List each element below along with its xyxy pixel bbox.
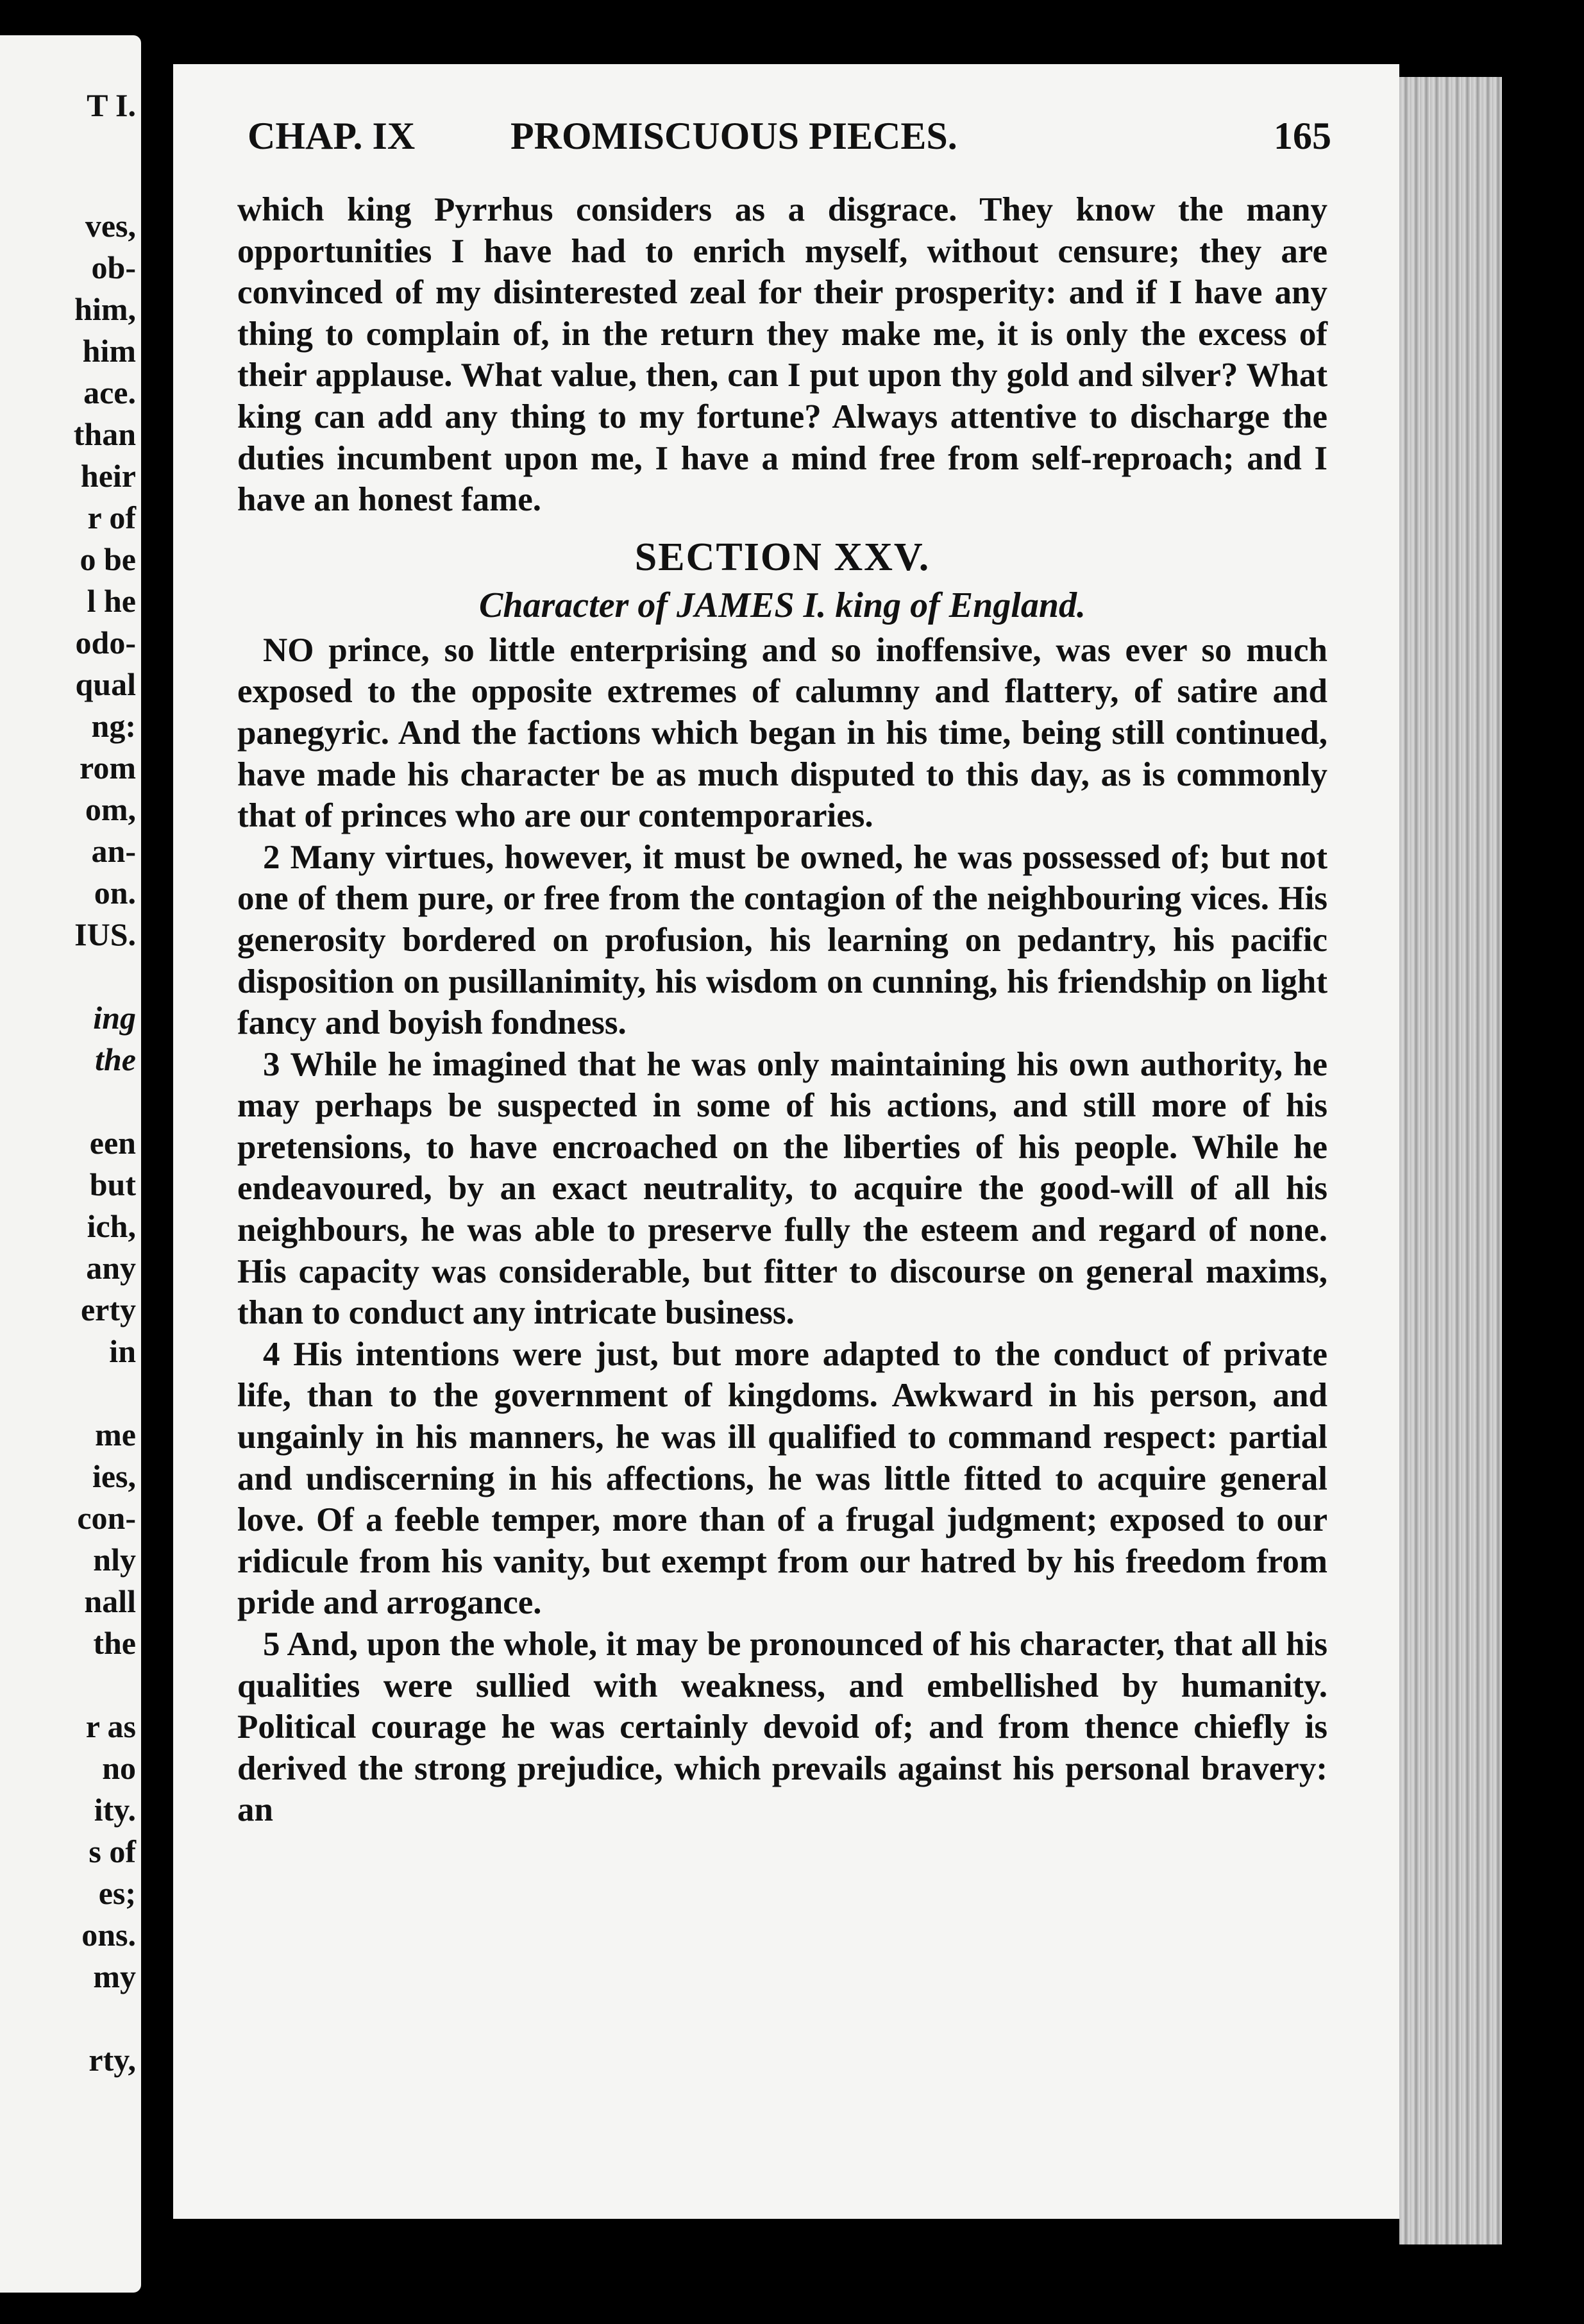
left-line: nall bbox=[84, 1583, 136, 1619]
running-header bbox=[248, 114, 1331, 172]
left-line: qual bbox=[75, 666, 136, 702]
left-line: l he bbox=[87, 583, 136, 619]
paragraph: 3 While he imagined that he was only maintaining his own authority, he may perhaps be suspected in some of his actions, and still more of his pretensions, to have encroached on the liberties of his people. While he endeavoured, by an exact neutrality, to acquire the good-will of all his neighbours, he was able to preserve fully the esteem and regard of none. His capacity was considerable, but fitter to discourse on general maxims, than to conduct any intricate business. bbox=[237, 1045, 1327, 1332]
left-line: ace. bbox=[83, 375, 136, 410]
left-line: r of bbox=[87, 500, 136, 535]
left-line: erty bbox=[80, 1292, 136, 1327]
left-line: ob- bbox=[91, 249, 136, 285]
left-line: the bbox=[93, 1625, 136, 1661]
left-page-fragment bbox=[0, 35, 141, 2293]
book-page bbox=[173, 64, 1399, 2219]
left-line: ng: bbox=[91, 708, 136, 744]
left-line: him, bbox=[74, 291, 136, 327]
left-line: any bbox=[86, 1250, 136, 1286]
section-subtitle: Character of JAMES I. king of England. bbox=[479, 585, 1086, 625]
left-line: odo- bbox=[75, 625, 136, 661]
left-line: rom bbox=[80, 750, 136, 786]
left-line: him bbox=[82, 333, 136, 369]
left-line: nly bbox=[93, 1542, 136, 1578]
left-line: s of bbox=[88, 1833, 136, 1869]
left-line: in bbox=[109, 1333, 136, 1369]
page-number: 165 bbox=[1274, 115, 1331, 157]
paragraph: 5 And, upon the whole, it may be pronounced of his character, that all his qualities were sullied with weakness, and embellished by humanity. Political courage he was certainly devoid of; and from thence chiefly is derived the strong prejudice, which prevails against his personal bravery: an bbox=[237, 1626, 1327, 1829]
left-line: T I. bbox=[87, 87, 136, 123]
left-line: een bbox=[89, 1125, 136, 1161]
left-line: ing bbox=[93, 1000, 136, 1036]
left-line: rty, bbox=[88, 2042, 136, 2078]
left-line: heir bbox=[80, 458, 136, 494]
paragraph: NO prince, so little enterprising and so inoffensive, was ever so much exposed to the opposite extremes of calumny and flattery, of satire and panegyric. And the factions which began in his time, being still continued, have made his character be as much disputed to this day, as is commonly that of princes who are our contemporaries. bbox=[237, 631, 1327, 835]
left-line: r as bbox=[85, 1708, 136, 1744]
page-body bbox=[237, 189, 1327, 1831]
left-line: the bbox=[95, 1041, 136, 1077]
left-line: ity. bbox=[94, 1792, 136, 1828]
page-edges bbox=[1399, 77, 1502, 2244]
left-line: con- bbox=[77, 1500, 136, 1536]
left-line: ich, bbox=[87, 1208, 136, 1244]
left-line: than bbox=[73, 416, 136, 452]
running-title: PROMISCUOUS PIECES. bbox=[510, 115, 957, 157]
left-line: ves, bbox=[85, 208, 136, 244]
left-line: no bbox=[102, 1750, 136, 1786]
left-line: on. bbox=[94, 875, 136, 911]
opening-paragraph: which king Pyrrhus considers as a disgrace. They know the many opportunities I have had to enrich myself, without censure; they are convinced of my disinterested zeal for their prosperity: and if I have any thing to complain of, in the return they make me, it is only the excess of their applause. What value, then, can I put upon thy gold and silver? What king can add any thing to my fortune? Always attentive to discharge the duties incumbent upon me, I have a mind free from self-reproach; and I have an honest fame. bbox=[237, 191, 1327, 519]
paragraph: 2 Many virtues, however, it must be owned, he was possessed of; but not one of them pure, or free from the contagion of the neighbouring vices. His generosity bordered on profusion, his learning on pedantry, his pacific disposition on pusillanimity, his wisdom on cunning, his friendship on light fancy and boyish fondness. bbox=[237, 838, 1327, 1042]
chapter-label: CHAP. IX bbox=[248, 115, 416, 157]
left-line: es; bbox=[98, 1875, 136, 1911]
left-line: my bbox=[93, 1958, 136, 1994]
left-line: ies, bbox=[92, 1458, 136, 1494]
left-line: ons. bbox=[81, 1917, 136, 1953]
left-line: me bbox=[95, 1417, 136, 1453]
section-title: SECTION XXV. bbox=[634, 535, 931, 579]
left-line: om, bbox=[85, 791, 136, 827]
paragraph: 4 His intentions were just, but more adapted to the conduct of private life, than to the government of kingdoms. Awkward in his person, and ungainly in his manners, he was ill qualified to command respect: partial and undiscerning in his affections, he was little fitted to acquire general love. Of a feeble temper, more than of a frugal judgment; exposed to our ridicule from his vanity, but exempt from our hatred by his freedom from pride and arrogance. bbox=[237, 1335, 1327, 1622]
left-line: but bbox=[89, 1166, 136, 1202]
left-line: o be bbox=[80, 541, 136, 577]
left-line: IUS. bbox=[74, 916, 136, 952]
left-line: an- bbox=[91, 833, 136, 869]
